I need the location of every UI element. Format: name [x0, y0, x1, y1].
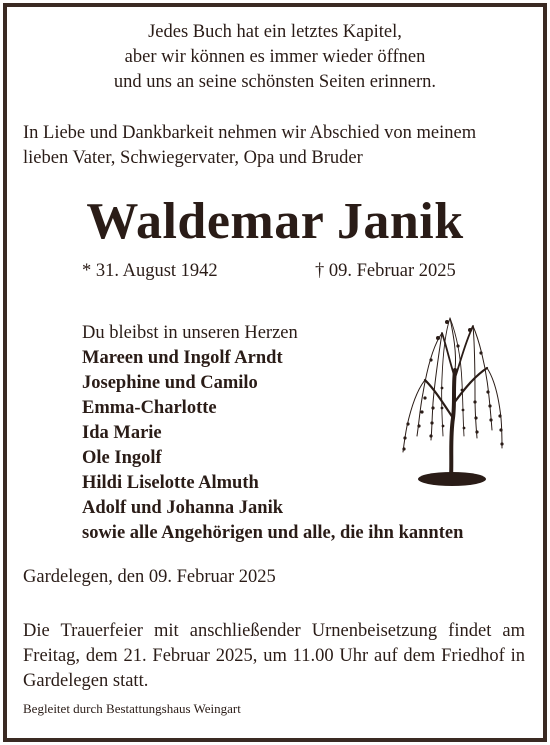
poem-line: und uns an seine schönsten Seiten erinnern. [113, 72, 437, 92]
intro-text [23, 121, 476, 171]
poem-line: aber wir können es immer wieder öffnen [124, 47, 426, 67]
family-member: Mareen und Ingolf Arndt [82, 348, 283, 368]
poem [0, 20, 550, 95]
funeral-info: Die Trauerfeier mit anschließender Urnenbeisetzung findet am Freitag, dem 21. Februar 2025, um 11.00 Uhr auf dem Friedhof in Gardelegen statt. [23, 621, 525, 691]
family-member: Hildi Liselotte Almuth [82, 473, 259, 493]
family-member: Emma-Charlotte [82, 398, 217, 418]
family-member: Ida Marie [82, 423, 162, 443]
poem-line: Jedes Buch hat ein letztes Kapitel, [148, 22, 402, 42]
intro-line: In Liebe und Dankbarkeit nehmen wir Abschied von meinem [23, 123, 477, 143]
family-member: Adolf und Johanna Janik [82, 498, 284, 518]
death-date: † 09. Februar 2025 [315, 261, 456, 281]
birth-date: * 31. August 1942 [82, 261, 218, 281]
family-member: Josephine und Camilo [82, 373, 258, 393]
family-intro-line: Du bleibst in unseren Herzen [82, 323, 298, 343]
family-member: sowie alle Angehörigen und alle, die ihn kannten [82, 523, 464, 543]
deceased-name: Waldemar Janik [86, 193, 464, 250]
family-member: Ole Ingolf [82, 448, 162, 468]
intro-line: lieben Vater, Schwiegervater, Opa und Bruder [23, 148, 363, 168]
weeping-willow-icon [395, 308, 510, 490]
place-and-date: Gardelegen, den 09. Februar 2025 [23, 567, 276, 587]
undertaker-note: Begleitet durch Bestattungshaus Weingart [23, 701, 241, 716]
